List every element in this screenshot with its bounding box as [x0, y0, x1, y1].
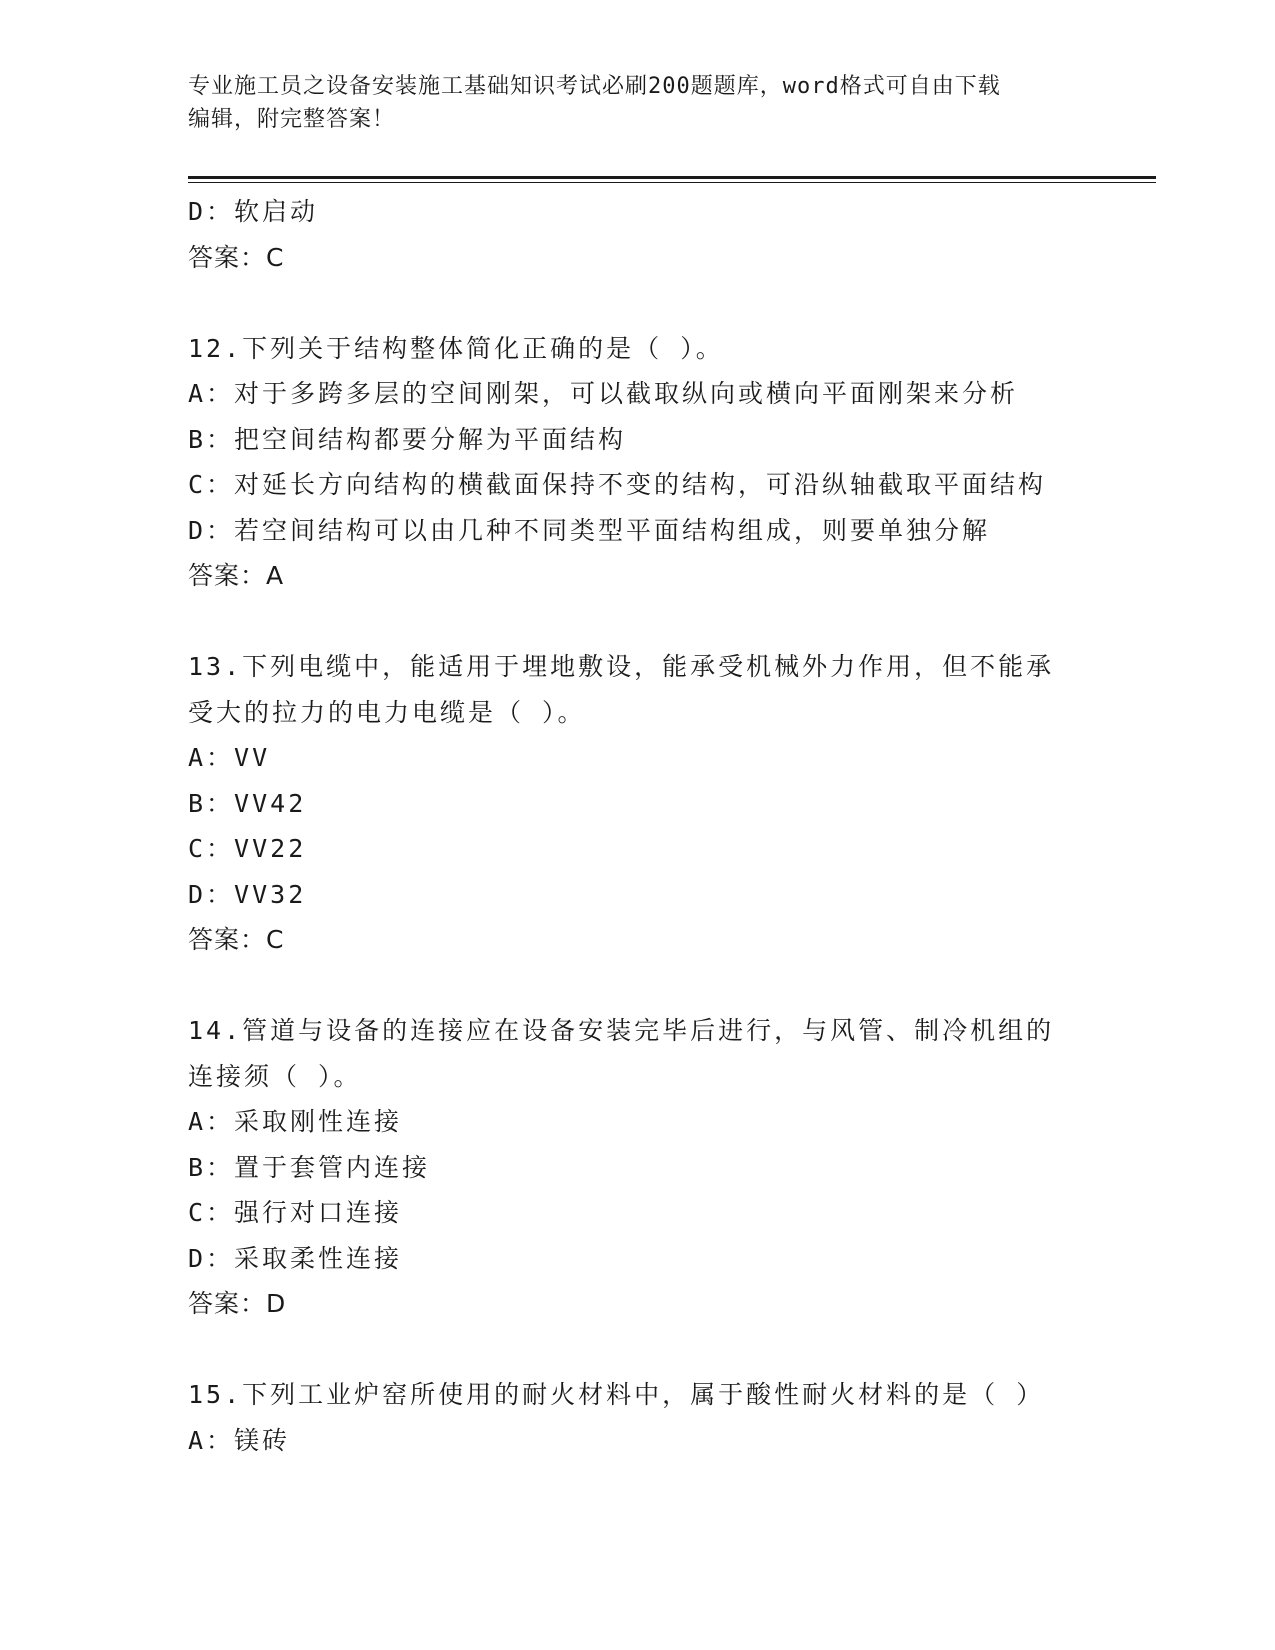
- question-stem: 12.下列关于结构整体简化正确的是（ ）。: [188, 333, 724, 363]
- header-rule-thick: [188, 176, 1156, 179]
- question-list: [188, 189, 1128, 1463]
- option-d: D：VV32: [188, 879, 307, 909]
- question-stem: 15.下列工业炉窑所使用的耐火材料中，属于酸性耐火材料的是（ ）: [188, 1380, 1045, 1409]
- option-b: B：置于套管内连接: [188, 1152, 431, 1182]
- option-a: A：采取刚性连接: [188, 1107, 403, 1136]
- header-title-line-2: 编辑，附完整答案！: [188, 107, 396, 132]
- option-c: C：强行对口连接: [188, 1198, 403, 1227]
- question-13: [188, 644, 1128, 963]
- answer: 答案：C: [188, 242, 285, 272]
- option-d: D：软启动: [188, 197, 319, 226]
- option-a: A：镁砖: [188, 1425, 291, 1455]
- header-title-line-1: 专业施工员之设备安装施工基础知识考试必刷200题题库，word格式可自由下载: [188, 74, 1001, 99]
- option-d: D：采取柔性连接: [188, 1243, 403, 1273]
- option-a: A：VV: [188, 743, 271, 772]
- header-rule-thin: [188, 182, 1156, 183]
- option-a: A：对于多跨多层的空间刚架，可以截取纵向或横向平面刚架来分析: [188, 379, 1019, 408]
- option-b: B：把空间结构都要分解为平面结构: [188, 424, 627, 454]
- question-11-tail: [188, 189, 1128, 280]
- question-stem-line-2: 受大的拉力的电力电缆是（ ）。: [188, 697, 586, 727]
- option-c: C：VV22: [188, 834, 307, 863]
- option-d: D：若空间结构可以由几种不同类型平面结构组成，则要单独分解: [188, 515, 991, 545]
- document-header: [188, 70, 1088, 136]
- question-stem-line-1: 14.管道与设备的连接应在设备安装完毕后进行，与风管、制冷机组的: [188, 1016, 1055, 1045]
- answer: 答案：D: [188, 1289, 287, 1318]
- question-15: [188, 1372, 1128, 1463]
- question-14: [188, 1008, 1128, 1327]
- answer: 答案：A: [188, 561, 285, 590]
- option-b: B：VV42: [188, 788, 307, 818]
- question-stem-line-1: 13.下列电缆中，能适用于埋地敷设，能承受机械外力作用，但不能承: [188, 652, 1055, 681]
- option-c: C：对延长方向结构的横截面保持不变的结构，可沿纵轴截取平面结构: [188, 470, 1047, 499]
- question-12: [188, 326, 1128, 599]
- question-stem-line-2: 连接须（ ）。: [188, 1061, 362, 1091]
- answer: 答案：C: [188, 925, 285, 954]
